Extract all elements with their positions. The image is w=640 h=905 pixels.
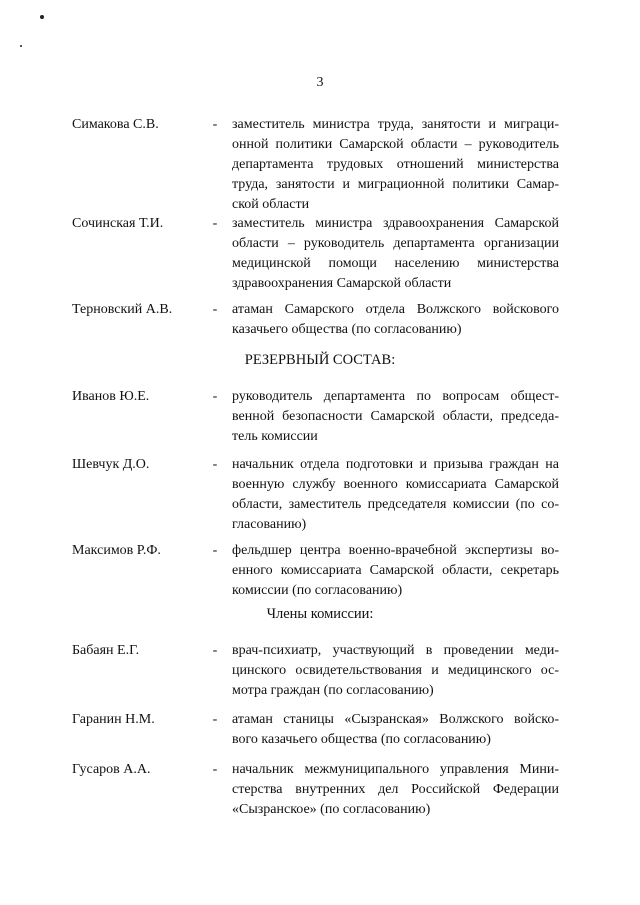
position-line: цинского освидетельствования и медицинского ос- — [232, 663, 559, 678]
position-line: начальник отдела подготовки и призыва граждан на — [232, 457, 559, 472]
position-line: здравоохранения Самарской области — [232, 276, 452, 291]
entry-dash: - — [212, 712, 218, 727]
position-line: мотра граждан (по согласованию) — [232, 683, 434, 698]
position-line: ской области — [232, 197, 310, 212]
entry-dash: - — [212, 543, 218, 558]
member-position — [232, 760, 559, 820]
member-name: Терновский А.В. — [72, 302, 173, 317]
position-line: тель комиссии — [232, 429, 318, 444]
member-name: Иванов Ю.Е. — [72, 389, 150, 404]
position-line: казачьего общества (по согласованию) — [232, 322, 462, 337]
member-position — [232, 710, 559, 750]
position-line: венной безопасности Самарской области, председа- — [232, 409, 559, 424]
member-position — [232, 455, 559, 535]
position-line: стерства внутренних дел Российской Федерации — [232, 782, 559, 797]
position-line: заместитель министра труда, занятости и миграци- — [232, 117, 559, 132]
member-position — [232, 115, 559, 215]
entry-dash: - — [212, 389, 218, 404]
member-name: Бабаян Е.Г. — [72, 643, 140, 658]
position-line: заместитель министра здравоохранения Самарской — [232, 216, 559, 231]
entry-dash: - — [212, 643, 218, 658]
member-position — [232, 214, 559, 294]
member-position — [232, 387, 559, 447]
position-line: онной политики Самарской области – руководитель — [232, 137, 559, 152]
position-line: вого казачьего общества (по согласованию) — [232, 732, 491, 747]
member-name: Шевчук Д.О. — [72, 457, 150, 472]
position-line: енного комиссариата Самарской области, секретарь — [232, 563, 559, 578]
position-line: департамента трудовых отношений министерства — [232, 157, 559, 172]
member-position — [232, 541, 559, 601]
position-line: «Сызранское» (по согласованию) — [232, 802, 431, 817]
position-line: военную службу военного комиссариата Самарской — [232, 477, 559, 492]
member-name: Гаранин Н.М. — [72, 712, 155, 727]
page-number: 3 — [316, 75, 324, 90]
entry-dash: - — [212, 302, 218, 317]
position-line: труда, занятости и миграционной политики Самар- — [232, 177, 559, 192]
entry-dash: - — [212, 117, 218, 132]
member-position — [232, 300, 559, 340]
member-name: Гусаров А.А. — [72, 762, 151, 777]
entry-dash: - — [212, 762, 218, 777]
position-line: медицинской помощи населению министерства — [232, 256, 559, 271]
position-line: врач-психиатр, участвующий в проведении меди- — [232, 643, 559, 658]
reserve-heading: РЕЗЕРВНЫЙ СОСТАВ: — [244, 352, 396, 368]
position-line: атаман Самарского отдела Волжского войскового — [232, 302, 559, 317]
member-name: Сочинская Т.И. — [72, 216, 164, 231]
position-line: гласованию) — [232, 517, 307, 532]
position-line: области, заместитель председателя комиссии (по со- — [232, 497, 559, 512]
entry-dash: - — [212, 457, 218, 472]
position-line: комиссии (по согласованию) — [232, 583, 403, 598]
position-line: начальник межмуниципального управления Мини- — [232, 762, 559, 777]
member-name: Симакова С.В. — [72, 117, 159, 132]
position-line: атаман станицы «Сызранская» Волжского войско- — [232, 712, 559, 727]
position-line: фельдшер центра военно-врачебной экспертизы во- — [232, 543, 559, 558]
position-line: области – руководитель департамента организации — [232, 236, 559, 251]
entry-dash: - — [212, 216, 218, 231]
position-line: руководитель департамента по вопросам общест- — [232, 389, 559, 404]
members-heading: Члены комиссии: — [266, 606, 374, 622]
member-position — [232, 641, 559, 701]
scan-speck — [20, 45, 22, 47]
member-name: Максимов Р.Ф. — [72, 543, 161, 558]
scan-speck — [40, 15, 44, 19]
